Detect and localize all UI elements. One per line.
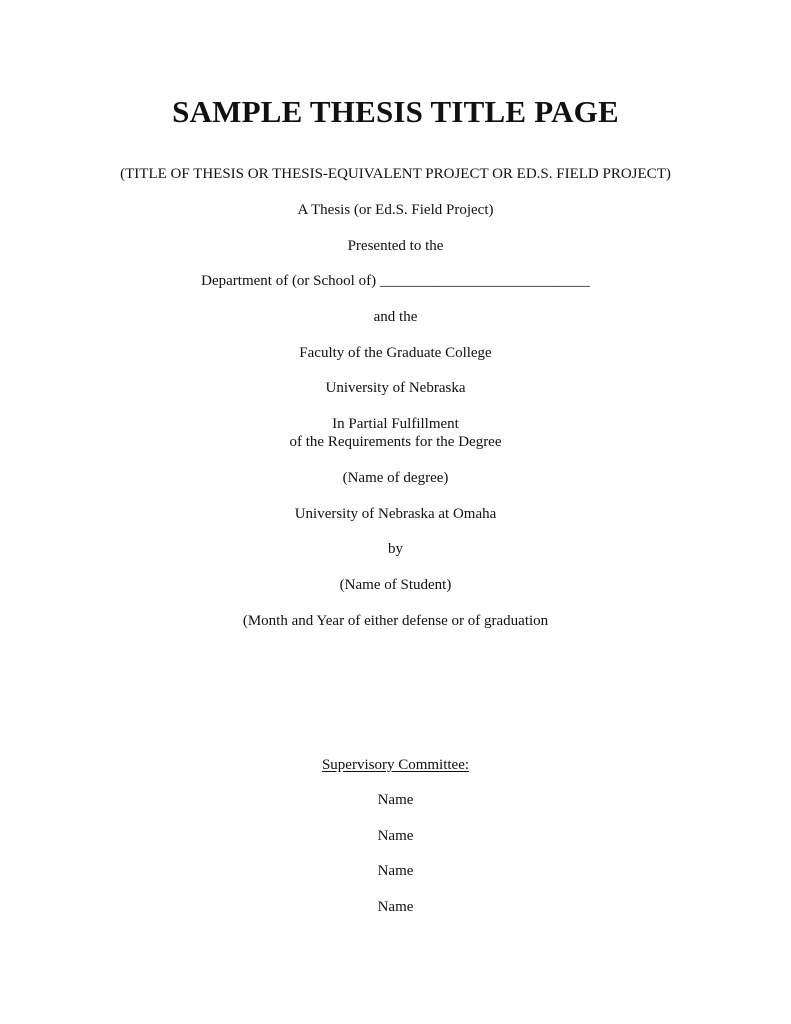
and-the-text: and the <box>373 309 418 325</box>
requirements-text: of the Requirements for the Degree <box>289 434 502 450</box>
presented-to-text: Presented to the <box>347 238 444 254</box>
thesis-type: A Thesis (or Ed.S. Field Project) <box>297 202 494 218</box>
degree-name: (Name of degree) <box>342 470 449 486</box>
student-name: (Name of Student) <box>339 577 452 593</box>
university-text: University of Nebraska <box>325 380 466 396</box>
faculty-text: Faculty of the Graduate College <box>299 345 492 361</box>
campus-text: University of Nebraska at Omaha <box>294 506 497 522</box>
partial-fulfillment-text: In Partial Fulfillment <box>332 416 459 432</box>
department-line: Department of (or School of) ____________________________ <box>201 273 590 289</box>
committee-member: Name <box>377 899 414 915</box>
by-text: by <box>388 541 403 557</box>
page-title: SAMPLE THESIS TITLE PAGE <box>172 94 619 129</box>
committee-member: Name <box>377 863 414 879</box>
thesis-title-placeholder: (TITLE OF THESIS OR THESIS-EQUIVALENT PROJECT OR ED.S. FIELD PROJECT) <box>120 166 671 182</box>
committee-heading: Supervisory Committee: <box>321 757 470 773</box>
committee-member: Name <box>377 828 414 844</box>
date-line: (Month and Year of either defense or of graduation <box>242 613 549 629</box>
committee-member: Name <box>377 792 414 808</box>
